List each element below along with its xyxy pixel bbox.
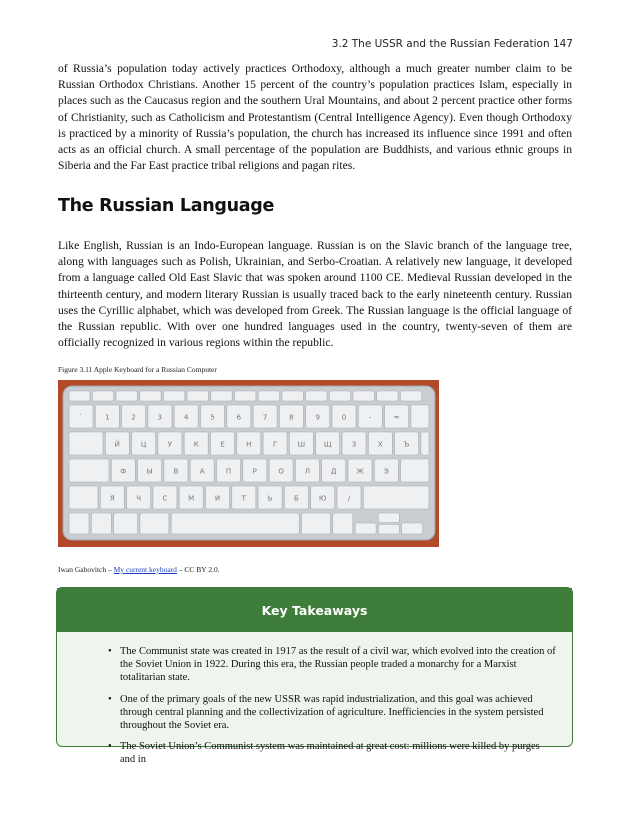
key-takeaways-title: Key Takeaways bbox=[261, 602, 368, 618]
key-glyph: З bbox=[351, 440, 357, 449]
keyboard-key bbox=[421, 432, 429, 455]
keyboard-key bbox=[69, 486, 98, 509]
key-glyph: Х bbox=[377, 440, 383, 449]
keyboard-key bbox=[69, 432, 103, 455]
key-glyph: М bbox=[188, 494, 195, 503]
keyboard-key bbox=[333, 513, 353, 534]
key-takeaways-header bbox=[57, 588, 572, 632]
key-glyph: Т bbox=[241, 494, 246, 503]
keyboard-key bbox=[306, 391, 327, 401]
keyboard-key bbox=[378, 513, 399, 523]
keyboard-photo bbox=[58, 380, 439, 547]
key-glyph: Э bbox=[383, 467, 389, 476]
running-head: 3.2 The USSR and the Russian Federation 147 bbox=[331, 38, 573, 50]
key-glyph: Б bbox=[293, 494, 299, 503]
key-glyph: Г bbox=[272, 440, 278, 449]
key-glyph: Ъ bbox=[403, 440, 410, 449]
key-glyph: 0 bbox=[341, 413, 347, 422]
keyboard-key bbox=[402, 523, 423, 534]
key-glyph: 8 bbox=[289, 413, 294, 422]
key-glyph: Ш bbox=[297, 440, 306, 449]
key-glyph: Ц bbox=[140, 440, 147, 449]
keyboard-key bbox=[163, 391, 184, 401]
key-glyph: 6 bbox=[236, 413, 242, 422]
keyboard-key bbox=[400, 391, 421, 401]
keyboard-key bbox=[140, 513, 169, 534]
key-glyph: Н bbox=[246, 440, 252, 449]
key-glyph: Щ bbox=[323, 440, 332, 449]
keyboard-key bbox=[302, 513, 331, 534]
keyboard-illustration bbox=[58, 380, 439, 547]
keyboard-key bbox=[282, 391, 303, 401]
key-glyph: Ы bbox=[146, 467, 153, 476]
key-glyph: С bbox=[162, 494, 168, 503]
keyboard-key bbox=[353, 391, 374, 401]
key-glyph: Й bbox=[114, 440, 120, 449]
keyboard-key bbox=[171, 513, 299, 534]
key-glyph: Ю bbox=[318, 494, 327, 503]
key-glyph: 4 bbox=[183, 413, 189, 422]
keyboard-key bbox=[355, 523, 376, 534]
keyboard-key bbox=[378, 525, 399, 535]
key-glyph: П bbox=[225, 467, 232, 476]
key-glyph: Е bbox=[220, 440, 225, 449]
keyboard-key bbox=[235, 391, 256, 401]
key-glyph: Я bbox=[109, 494, 115, 503]
credit-link[interactable]: My current keyboard bbox=[113, 565, 177, 574]
key-glyph: / bbox=[347, 494, 351, 503]
key-glyph: О bbox=[278, 467, 284, 476]
keyboard-key bbox=[69, 459, 109, 482]
key-glyph: Л bbox=[304, 467, 311, 476]
key-glyph: Ь bbox=[267, 494, 273, 503]
takeaway-item: • One of the primary goals of the new USSR was rapid industrialization, and this goal was achieved through central planning and the collectivization of agriculture. Inefficiencies in the system persisted throughout the Soviet era. bbox=[120, 693, 556, 733]
keyboard-key bbox=[258, 391, 279, 401]
key-glyph: 3 bbox=[157, 413, 163, 422]
key-glyph: Ж bbox=[356, 467, 364, 476]
key-glyph: 2 bbox=[131, 413, 136, 422]
section-title: The Russian Language bbox=[58, 196, 275, 216]
key-glyph: ` bbox=[79, 413, 83, 422]
keyboard-key bbox=[92, 391, 113, 401]
keyboard-key bbox=[116, 391, 137, 401]
keyboard-key bbox=[377, 391, 398, 401]
keyboard-key bbox=[91, 513, 111, 534]
takeaway-item: • The Soviet Union’s Communist system was maintained at great cost: millions were killed by purges and in bbox=[120, 740, 556, 766]
key-glyph: = bbox=[393, 413, 400, 422]
keyboard-key bbox=[69, 513, 89, 534]
body-paragraph-religion: of Russia’s population today actively practices Orthodoxy, although a much greater number claim to be Russian Orthodox Christians. Another 15 percent of the country’s population practices Islam, especially in places such as the Caucasus region and the southern Ural Mountains, and about 2 percent practice other forms of Christianity, such as Catholicism and Protestantism (Central Intelligence Agency). Even though Orthodoxy is practiced by a minority of Russia’s population, the church has increased its influence since 1991 and often acts as an official church. A small percentage of the population are Buddhists, and various ethnic groups in Siberia and the Far East practice tribal religions and pagan rites. bbox=[58, 62, 572, 173]
key-glyph: В bbox=[173, 467, 179, 476]
figure-credit bbox=[58, 565, 220, 574]
key-glyph: Ф bbox=[120, 467, 127, 476]
keyboard-key bbox=[411, 405, 429, 428]
credit-license: – CC BY 2.0. bbox=[176, 565, 220, 574]
key-glyph: К bbox=[193, 440, 199, 449]
keyboard-key bbox=[69, 391, 90, 401]
key-glyph: Ч bbox=[136, 494, 142, 503]
key-takeaways-list bbox=[57, 645, 572, 767]
key-glyph: 7 bbox=[262, 413, 268, 422]
key-glyph: Р bbox=[252, 467, 257, 476]
keyboard-key bbox=[363, 486, 429, 509]
figure-caption: Figure 3.11 Apple Keyboard for a Russian Computer bbox=[58, 365, 217, 374]
takeaway-item: • The Communist state was created in 1917 as the result of a civil war, which evolved into the creation of the Soviet Union in 1922. During this era, the Russian people traded a monarchy for a Marxist totalitarian state. bbox=[120, 645, 556, 685]
key-glyph: А bbox=[199, 467, 205, 476]
key-glyph: Д bbox=[330, 467, 337, 476]
keyboard-key bbox=[140, 391, 161, 401]
keyboard-key bbox=[329, 391, 350, 401]
keyboard-key bbox=[211, 391, 232, 401]
keyboard-key bbox=[187, 391, 208, 401]
key-glyph: - bbox=[369, 413, 372, 422]
keyboard-key bbox=[114, 513, 138, 534]
key-glyph: 5 bbox=[210, 413, 215, 422]
credit-author: Iwan Gabovitch – bbox=[58, 565, 114, 574]
key-glyph: 9 bbox=[315, 413, 320, 422]
key-glyph: У bbox=[167, 440, 173, 449]
key-glyph: 1 bbox=[105, 413, 110, 422]
key-takeaways-box bbox=[56, 587, 573, 766]
keyboard-key bbox=[401, 459, 429, 482]
key-glyph: И bbox=[214, 494, 221, 503]
body-paragraph-language: Like English, Russian is an Indo-European language. Russian is on the Slavic branch of the language tree, along with languages such as Polish, Ukrainian, and Serbo-Croatian. A relatively new language, it developed from a language called Old East Slavic that was spoken around 1100 CE. Medieval Russian developed in the thirteenth century, and modern literary Russian is usually traced back to the early nineteenth century. Russian uses the Cyrillic alphabet, which was developed from Greek. The Russian language is the official language of the Russian republic. With over one hundred languages used in the country, twenty-seven of them are officially recognized in various regions within the republic. bbox=[58, 239, 572, 350]
